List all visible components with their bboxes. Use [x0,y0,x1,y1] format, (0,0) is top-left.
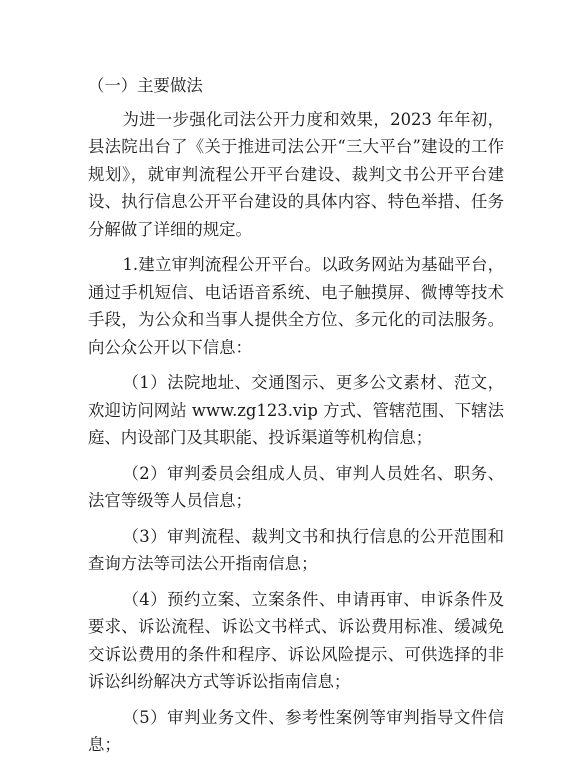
document-body [88,60,504,767]
list-item-3: （3）审判流程、裁判文书和执行信息的公开范围和查询方法等司法公开指南信息； [88,526,504,573]
list-item-4: （4）预约立案、立案条件、申请再审、申诉条件及要求、诉讼流程、诉讼文书样式、诉讼费用标准、缓减免交诉讼费用的条件和程序、诉讼风险提示、可供选择的非诉讼纠纷解决方式等诉讼指南信息； [88,589,504,691]
paragraph-platform: 1.建立审判流程公开平台。以政务网站为基础平台，通过手机短信、电话语音系统、电子触摸屏、微博等技术手段，为公众和当事人提供全方位、多元化的司法服务。向公众公开以下信息： [88,255,504,357]
paragraph-intro: 为进一步强化司法公开力度和效果，2023 年年初，县法院出台了《关于推进司法公开“三大平台”建设的工作规划》，就审判流程公开平台建设、裁判文书公开平台建设、执行信息公开平台建设的具体内容、特色举措、任务分解做了详细的规定。 [88,109,504,239]
section-heading: （一）主要做法 [88,76,203,95]
list-item-2: （2）审判委员会组成人员、审判人员姓名、职务、法官等级等人员信息； [88,463,504,510]
list-item-1: （1）法院地址、交通图示、更多公文素材、范文，欢迎访问网站 www.zg123.vip 方式、管辖范围、下辖法庭、内设部门及其职能、投诉渠道等机构信息； [88,373,504,447]
list-item-5: （5）审判业务文件、参考性案例等审判指导文件信息； [88,707,504,754]
